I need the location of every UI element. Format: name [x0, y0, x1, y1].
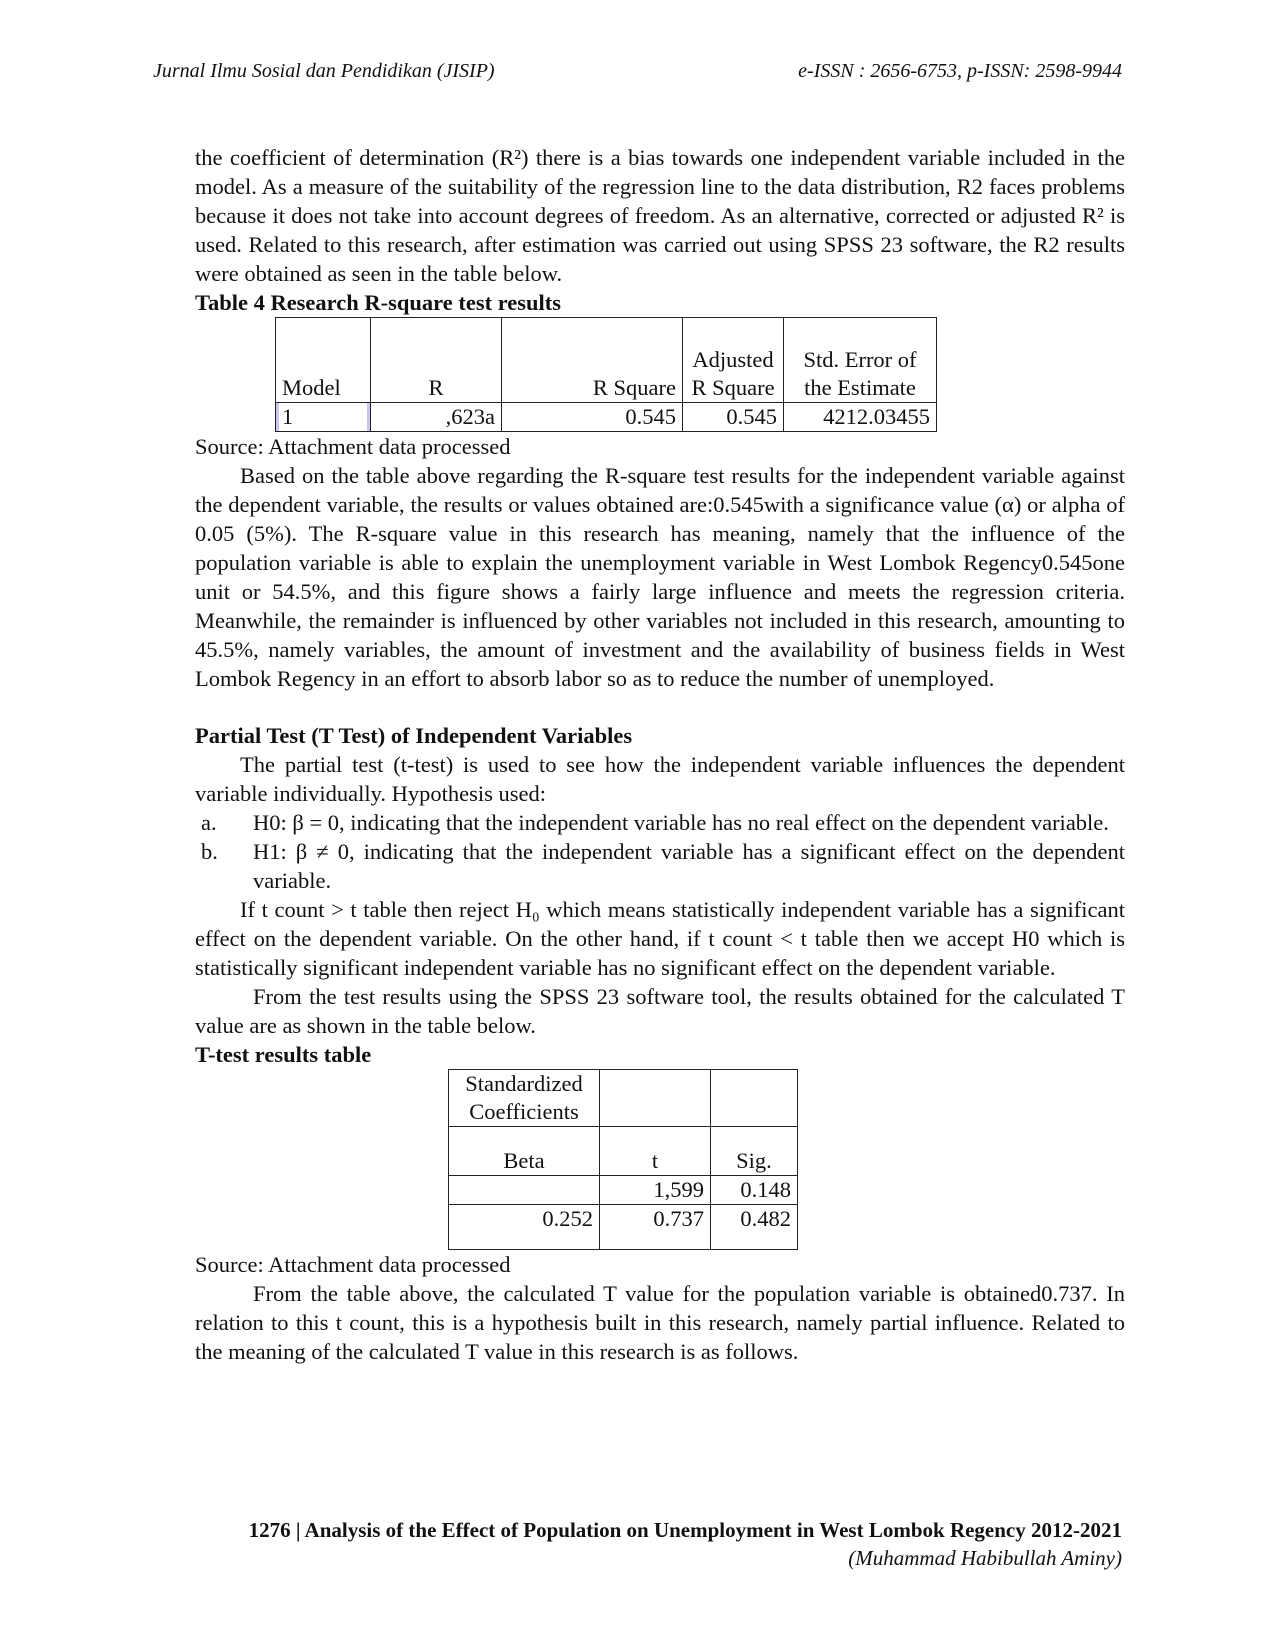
table-row — [449, 1205, 798, 1250]
table4-source: Source: Attachment data processed — [195, 434, 511, 459]
ttable-source: Source: Attachment data processed — [195, 1252, 511, 1277]
table-header-cell: Sig. — [711, 1127, 798, 1176]
table-cell: 1 — [276, 403, 371, 432]
footer-author: (Muhammad Habibullah Aminy) — [848, 1546, 1122, 1570]
intro-paragraph: the coefficient of determination (R²) there is a bias towards one independent variable included in the model. As a measure of the suitability of the regression line to the data distribution, R2 faces problems because it does not take into account degrees of freedom. As an alternative, corrected or adjusted R² is used. Related to this research, after estimation was carried out using SPSS 23 software, the R2 results were obtained as seen in the table below. — [195, 145, 1125, 286]
table-header-cell: Standardized Coefficients — [449, 1070, 600, 1127]
ttest-table — [448, 1069, 798, 1250]
decision-paragraph: If t count > t table then reject H₀ which means statistically independent variable has a significant effect on the dependent variable. On the other hand, if t count < t table then we accept H0 which is statistically significant independent variable has no significant effect on the dependent variable. — [195, 897, 1125, 980]
hypothesis-label: a. — [201, 810, 217, 835]
section-title: Partial Test (T Test) of Independent Variables — [195, 723, 633, 748]
table-cell: 0.545 — [683, 403, 784, 432]
table-cell: 0.252 — [449, 1205, 600, 1250]
table4-caption: Table 4 Research R-square test results — [195, 290, 562, 315]
hypothesis-text: H0: β = 0, indicating that the independent variable has no real effect on the dependent variable. — [253, 810, 1109, 835]
ttable-caption: T-test results table — [195, 1042, 372, 1067]
table-cell — [449, 1176, 600, 1205]
table-cell: 0.545 — [502, 403, 683, 432]
table-header-cell: Model — [276, 318, 371, 403]
table-cell: 4212.03455 — [784, 403, 937, 432]
table-cell: 0.482 — [711, 1205, 798, 1250]
hypothesis-item — [195, 808, 1125, 837]
table-cell: 1,599 — [600, 1176, 711, 1205]
footer-title: 1276 | Analysis of the Effect of Population on Unemployment in West Lombok Regency 2012-2021 — [248, 1518, 1122, 1542]
issn: e-ISSN : 2656-6753, p-ISSN: 2598-9944 — [798, 60, 1122, 82]
table-cell: 0.737 — [600, 1205, 711, 1250]
conclusion-paragraph: From the table above, the calculated T value for the population variable is obtained0.737. In relation to this t count, this is a hypothesis built in this research, namely partial influence. Related to the meaning of the calculated T value in this research is as follows. — [195, 1281, 1125, 1364]
table-header-row — [276, 318, 937, 403]
table-header-cell: t — [600, 1127, 711, 1176]
journal-name: Jurnal Ilmu Sosial dan Pendidikan (JISIP) — [153, 60, 495, 82]
spss-paragraph: From the test results using the SPSS 23 software tool, the results obtained for the calculated T value are as shown in the table below. — [195, 984, 1125, 1038]
rsquare-paragraph: Based on the table above regarding the R-square test results for the independent variable against the dependent variable, the results or values obtained are:0.545with a significance value (α) or alpha of 0.05 (5%). The R-square value in this research has meaning, namely that the influence of the population variable is able to explain the unemployment variable in West Lombok Regency0.545one unit or 54.5%, and this figure shows a fairly large influence and meets the regression criteria. Meanwhile, the remainder is influenced by other variables not included in this research, amounting to 45.5%, namely variables, the amount of investment and the availability of business fields in West Lombok Regency in an effort to absorb labor so as to reduce the number of unemployed. — [195, 463, 1125, 691]
table-cell: ,623a — [371, 403, 502, 432]
hypothesis-item — [195, 837, 1125, 895]
table-header-cell — [600, 1070, 711, 1127]
table-header-cell: R — [371, 318, 502, 403]
table-row — [276, 403, 937, 432]
table-header-cell: Std. Error of the Estimate — [784, 318, 937, 403]
table-header-cell — [711, 1070, 798, 1127]
ttest-intro-paragraph: The partial test (t-test) is used to see how the independent variable influences the dependent variable individually. Hypothesis used: — [195, 752, 1125, 806]
table-header-cell: Beta — [449, 1127, 600, 1176]
table-header-row — [449, 1070, 798, 1127]
table-cell: 0.148 — [711, 1176, 798, 1205]
hypothesis-label: b. — [201, 839, 218, 864]
table-row — [449, 1176, 798, 1205]
table-header-cell: R Square — [502, 318, 683, 403]
table-header-row — [449, 1127, 798, 1176]
hypothesis-text: H1: β ≠ 0, indicating that the independent variable has a significant effect on the dependent variable. — [253, 839, 1125, 893]
rsquare-table — [275, 317, 937, 432]
article-body — [195, 143, 1125, 1366]
table-header-cell: Adjusted R Square — [683, 318, 784, 403]
